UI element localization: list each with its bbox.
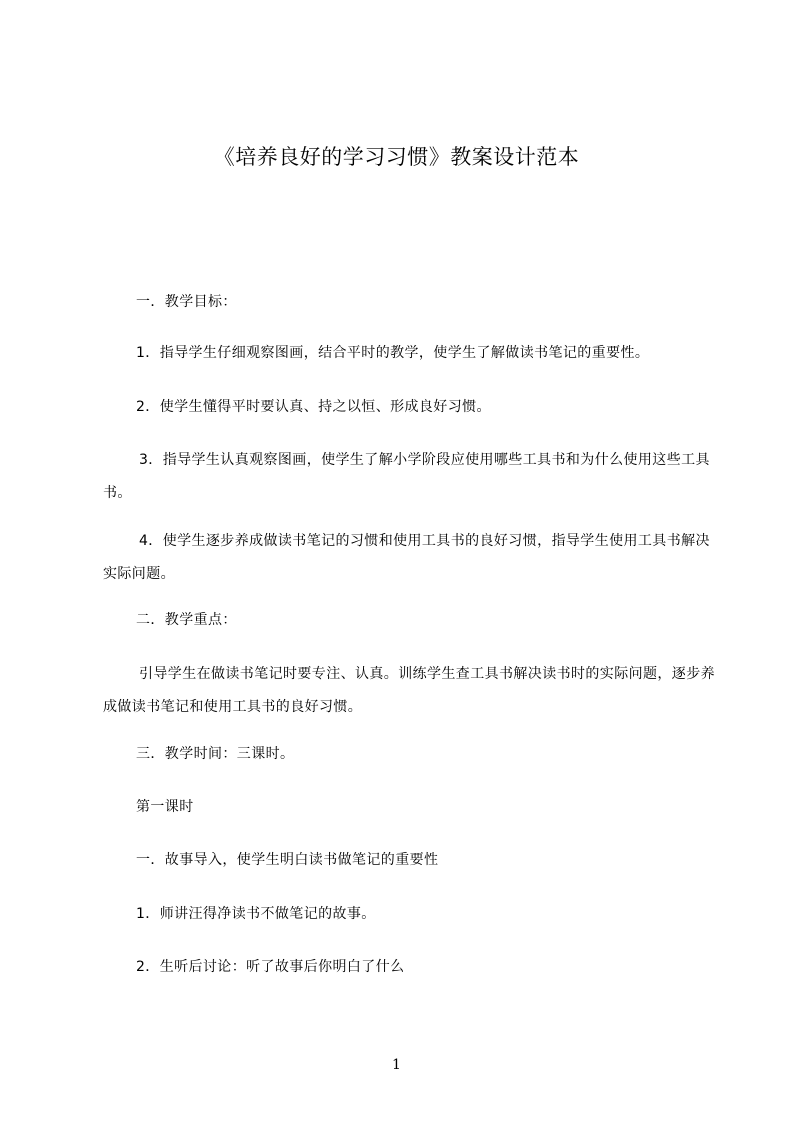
page-number: 1: [392, 1057, 401, 1073]
lesson-1-step-1: 1．师讲汪得净读书不做笔记的故事。: [136, 906, 376, 922]
goals-heading: 一．教学目标：: [136, 294, 237, 310]
goal-1: 1．指导学生仔细观察图画，结合平时的教学，使学生了解做读书笔记的重要性。: [136, 345, 650, 361]
goal-2: 2．使学生懂得平时要认真、持之以恒、形成良好习惯。: [136, 399, 491, 415]
goal-3: 3．指导学生认真观察图画，使学生了解小学阶段应使用哪些工具书和为什么使用这些工具书。: [103, 452, 710, 501]
page-title: 《培养良好的学习习惯》教案设计范本: [213, 145, 580, 169]
time-heading: 三．教学时间：三课时。: [136, 746, 295, 762]
lesson-1-step-2: 2．生听后讨论：听了故事后你明白了什么: [136, 959, 405, 975]
focus-text: 引导学生在做读书笔记时要专注、认真。训练学生查工具书解决读书时的实际问题，逐步养成做读书笔记和使用工具书的良好习惯。: [103, 666, 715, 715]
lesson-1-step-heading: 一．故事导入，使学生明白读书做笔记的重要性: [136, 852, 439, 868]
goal-4: 4．使学生逐步养成做读书笔记的习惯和使用工具书的良好习惯，指导学生使用工具书解决实际问题。: [103, 533, 710, 582]
focus-heading: 二．教学重点：: [136, 612, 237, 628]
lesson-1-heading: 第一课时: [136, 799, 194, 815]
